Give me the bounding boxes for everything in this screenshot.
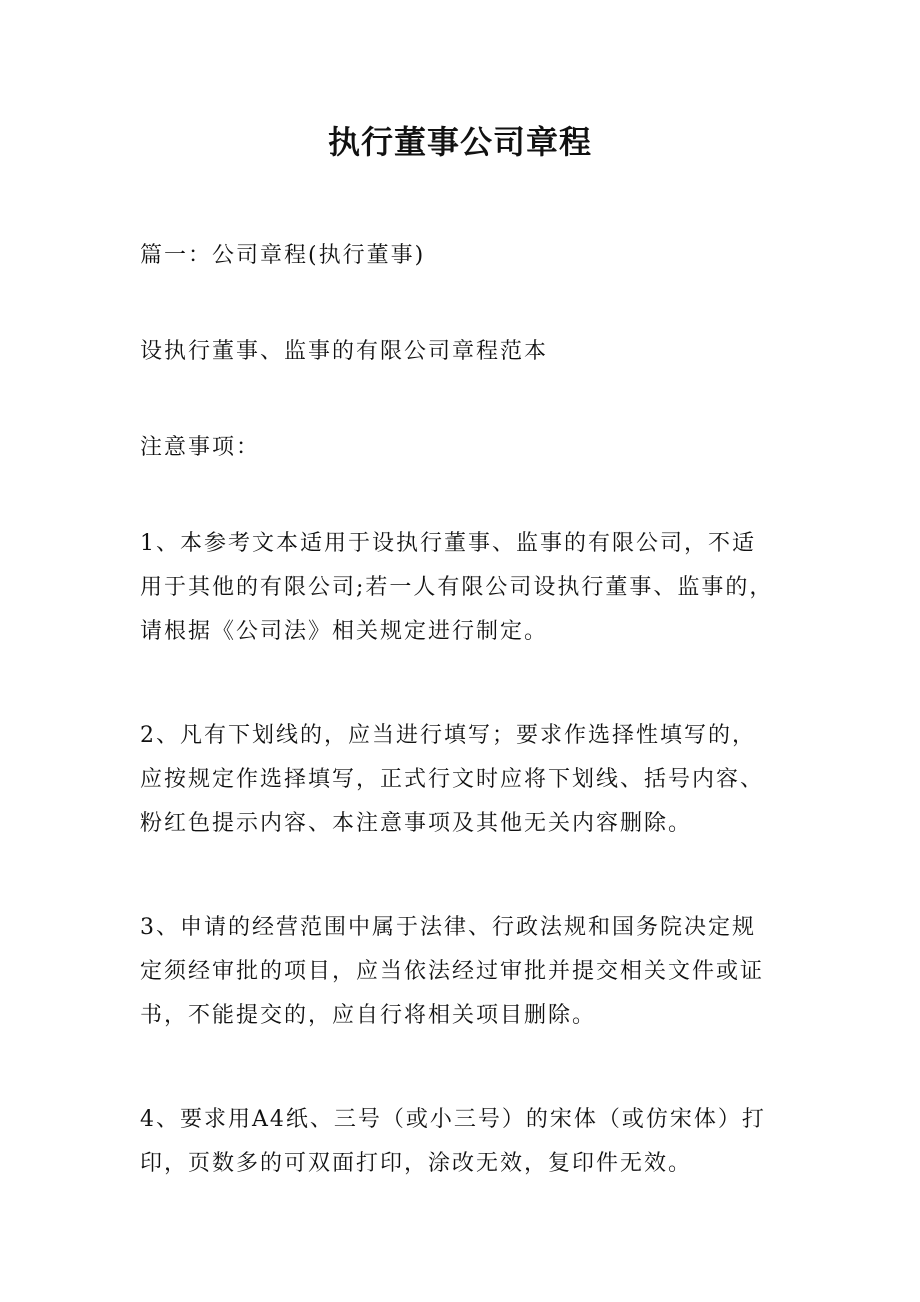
note-line: 应按规定作选择填写，正式行文时应将下划线、括号内容、 <box>140 767 765 792</box>
document-title: 执行董事公司章程 <box>327 123 592 161</box>
note-line: 用于其他的有限公司;若一人有限公司设执行董事、监事的， <box>140 575 774 600</box>
note-item-3 <box>140 906 800 1038</box>
notes-heading: 注意事项： <box>140 435 261 460</box>
note-line: 定须经审批的项目，应当依法经过审批并提交相关文件或证 <box>140 959 765 984</box>
note-line: 4、要求用A4纸、三号（或小三号）的宋体（或仿宋体）打 <box>140 1107 766 1132</box>
note-item-2 <box>140 714 800 846</box>
note-line: 2、凡有下划线的，应当进行填写；要求作选择性填写的， <box>140 723 756 748</box>
document-subtitle: 设执行董事、监事的有限公司章程范本 <box>140 339 549 364</box>
section-heading: 篇一：公司章程(执行董事) <box>140 243 426 268</box>
note-line: 粉红色提示内容、本注意事项及其他无关内容删除。 <box>140 811 693 836</box>
note-item-4 <box>140 1098 800 1186</box>
note-line: 3、申请的经营范围中属于法律、行政法规和国务院决定规 <box>140 915 756 940</box>
note-line: 书，不能提交的，应自行将相关项目删除。 <box>140 1003 597 1028</box>
note-item-1 <box>140 522 800 654</box>
note-line: 印，页数多的可双面打印，涂改无效，复印件无效。 <box>140 1151 693 1176</box>
note-line: 请根据《公司法》相关规定进行制定。 <box>140 619 549 644</box>
note-line: 1、本参考文本适用于设执行董事、监事的有限公司，不适 <box>140 531 756 556</box>
